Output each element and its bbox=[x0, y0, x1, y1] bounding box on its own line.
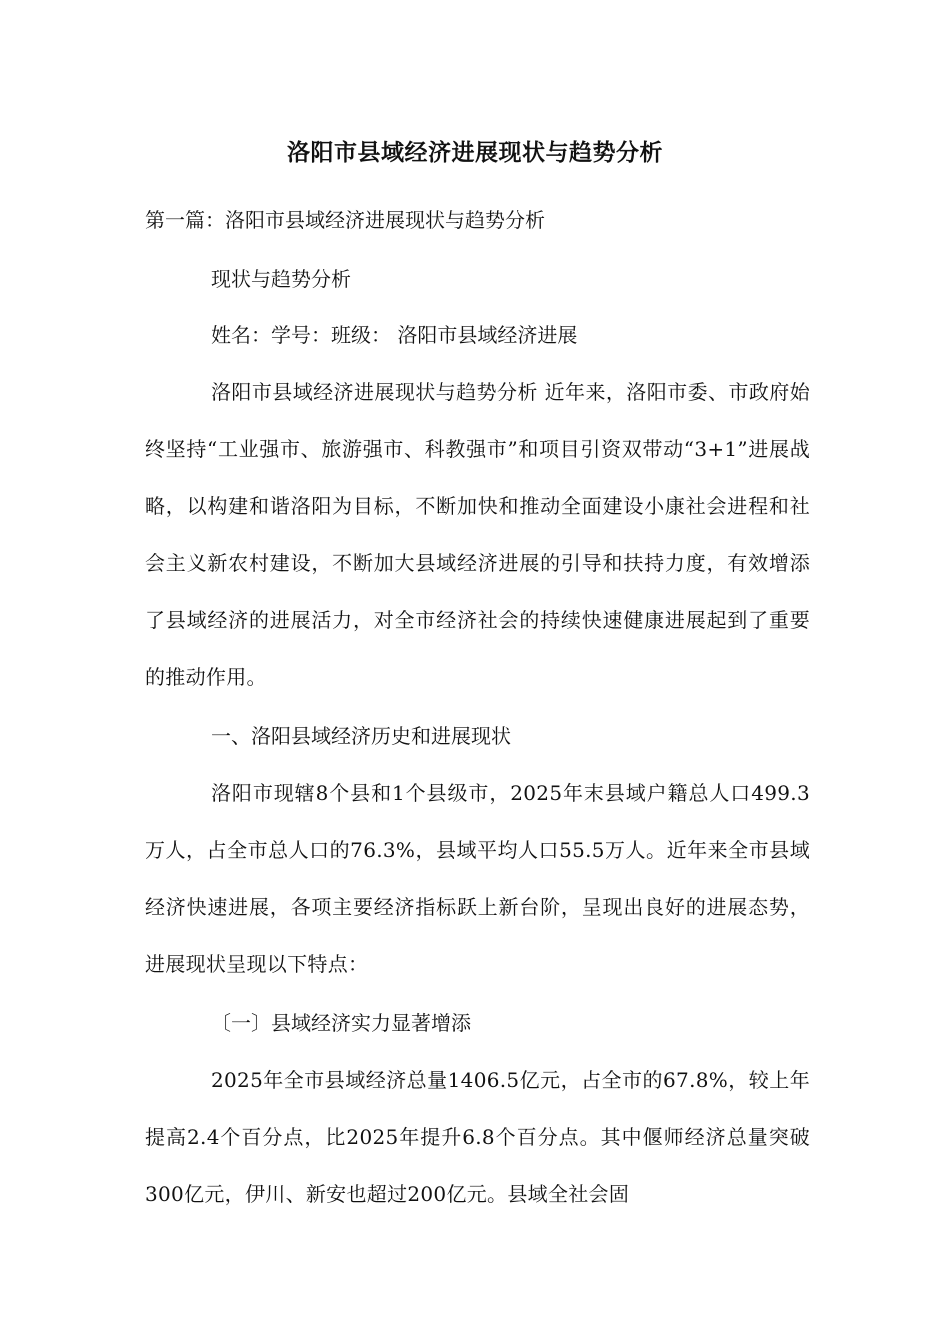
population-paragraph: 洛阳市现辖8个县和1个县级市，2025年末县域户籍总人口499.3万人，占全市总人口的76.3%，县域平均人口55.5万人。近年来全市县域经济快速进展，各项主要经济指标跃上新台阶，呈现出良好的进展态势，进展现状呈现以下特点： bbox=[145, 781, 810, 976]
subheading: 现状与趋势分析 bbox=[211, 267, 351, 291]
section-heading: 一、洛阳县域经济历史和进展现状 bbox=[211, 724, 511, 748]
intro-paragraph: 洛阳市县域经济进展现状与趋势分析 近年来，洛阳市委、市政府始终坚持“工业强市、旅游强市、科教强市”和项目引资双带动“3+1”进展战略，以构建和谐洛阳为目标，不断加快和推动全面建设小康社会进程和社会主义新农村建设，不断加大县域经济进展的引导和扶持力度，有效增添了县域经济的进展活力，对全市经济社会的持续快速健康进展起到了重要的推动作用。 bbox=[145, 380, 810, 689]
document-title: 洛阳市县域经济进展现状与趋势分析 bbox=[287, 139, 663, 166]
subsection-heading: 〔一〕县域经济实力显著增添 bbox=[211, 1011, 471, 1035]
student-info-line: 姓名：学号：班级： 洛阳市县域经济进展 bbox=[211, 323, 578, 347]
economy-paragraph: 2025年全市县域经济总量1406.5亿元，占全市的67.8%，较上年提高2.4个百分点，比2025年提升6.8个百分点。其中偃师经济总量突破300亿元，伊川、新安也超过200亿元。县域全社会固 bbox=[145, 1068, 810, 1206]
chapter-heading: 第一篇：洛阳市县域经济进展现状与趋势分析 bbox=[145, 208, 545, 232]
